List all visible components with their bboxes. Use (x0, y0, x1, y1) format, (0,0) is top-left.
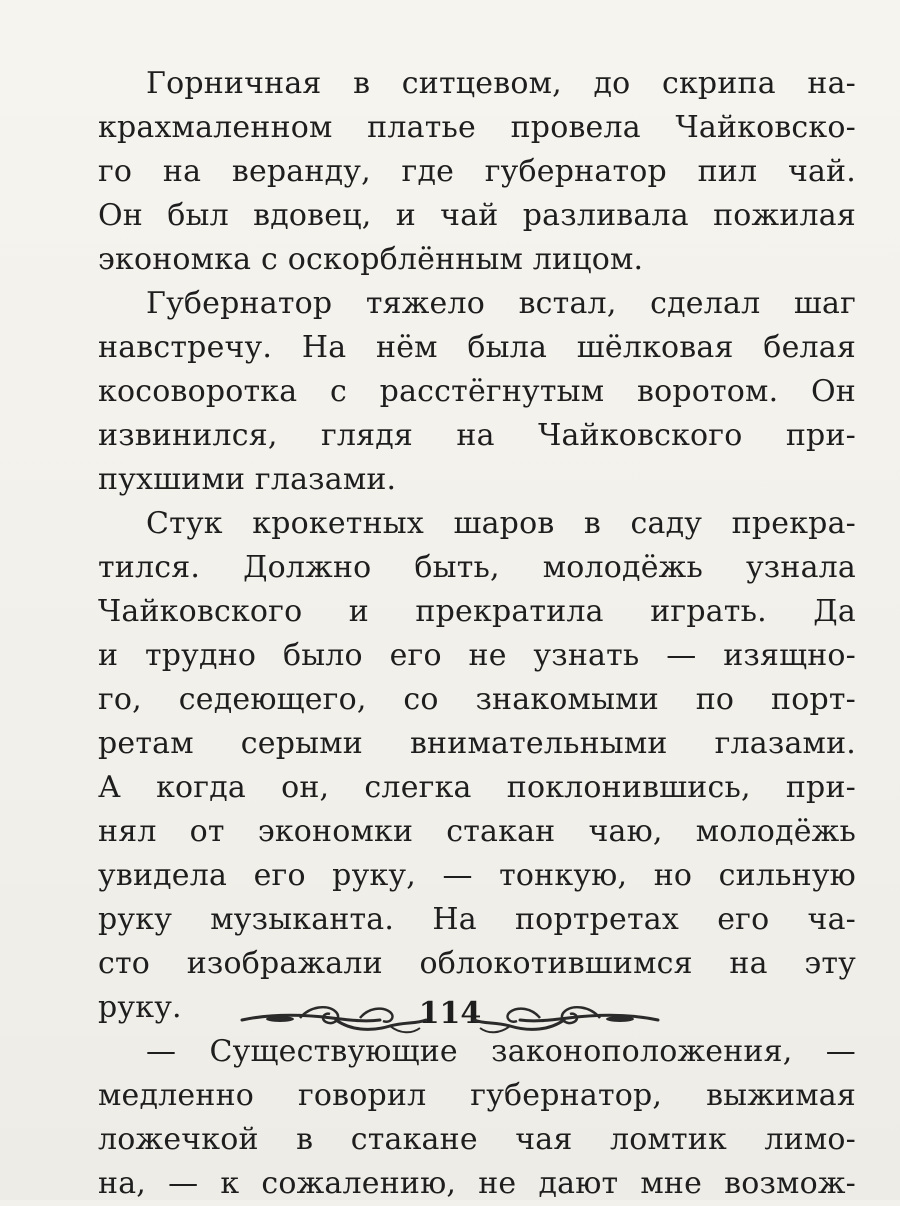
text-line: и трудно было его не узнать — изящно- (98, 638, 856, 673)
text-line: экономка с оскорблённым лицом. (98, 242, 644, 277)
text-line: Стук крокетных шаров в саду прекра- (146, 506, 856, 541)
text-line: Чайковского и прекратила играть. Да (98, 594, 856, 629)
text-line: навстречу. На нём была шёлковая белая (98, 330, 856, 365)
text-line: на, — к сожалению, не дают мне возмож- (98, 1166, 856, 1201)
text-line: ложечкой в стакане чая ломтик лимо- (98, 1122, 856, 1157)
text-line: пухшими глазами. (98, 462, 397, 497)
text-line: сто изображали облокотившимся на эту (98, 946, 856, 981)
text-line: Губернатор тяжело встал, сделал шаг (146, 286, 856, 321)
text-line: ретам серыми внимательными глазами. (98, 726, 856, 761)
text-line: тился. Должно быть, молодёжь узнала (98, 550, 856, 585)
text-line: го, седеющего, со знакомыми по порт- (98, 682, 856, 717)
text-line: медленно говорил губернатор, выжимая (98, 1078, 856, 1113)
text-line: извинился, глядя на Чайковского при- (98, 418, 856, 453)
text-line: го на веранду, где губернатор пил чай. (98, 154, 856, 189)
page-number: 114 (418, 996, 482, 1031)
text-line: А когда он, слегка поклонившись, при- (98, 770, 856, 805)
text-line: нял от экономки стакан чаю, молодёжь (98, 814, 856, 849)
flourish-ornament-icon (470, 1000, 660, 1036)
text-line: руку музыканта. На портретах его ча- (98, 902, 856, 937)
text-line: увидела его руку, — тонкую, но сильную (98, 858, 856, 893)
text-line: руку. (98, 990, 182, 1025)
text-line: — Существующие законоположения, — (146, 1034, 856, 1069)
page-footer (240, 990, 660, 1050)
text-line: крахмаленном платье провела Чайковско- (98, 110, 856, 145)
text-line: косоворотка с расстёгнутым воротом. Он (98, 374, 856, 409)
text-line: Горничная в ситцевом, до скрипа на- (146, 66, 856, 101)
text-line: Он был вдовец, и чай разливала пожилая (98, 198, 856, 233)
